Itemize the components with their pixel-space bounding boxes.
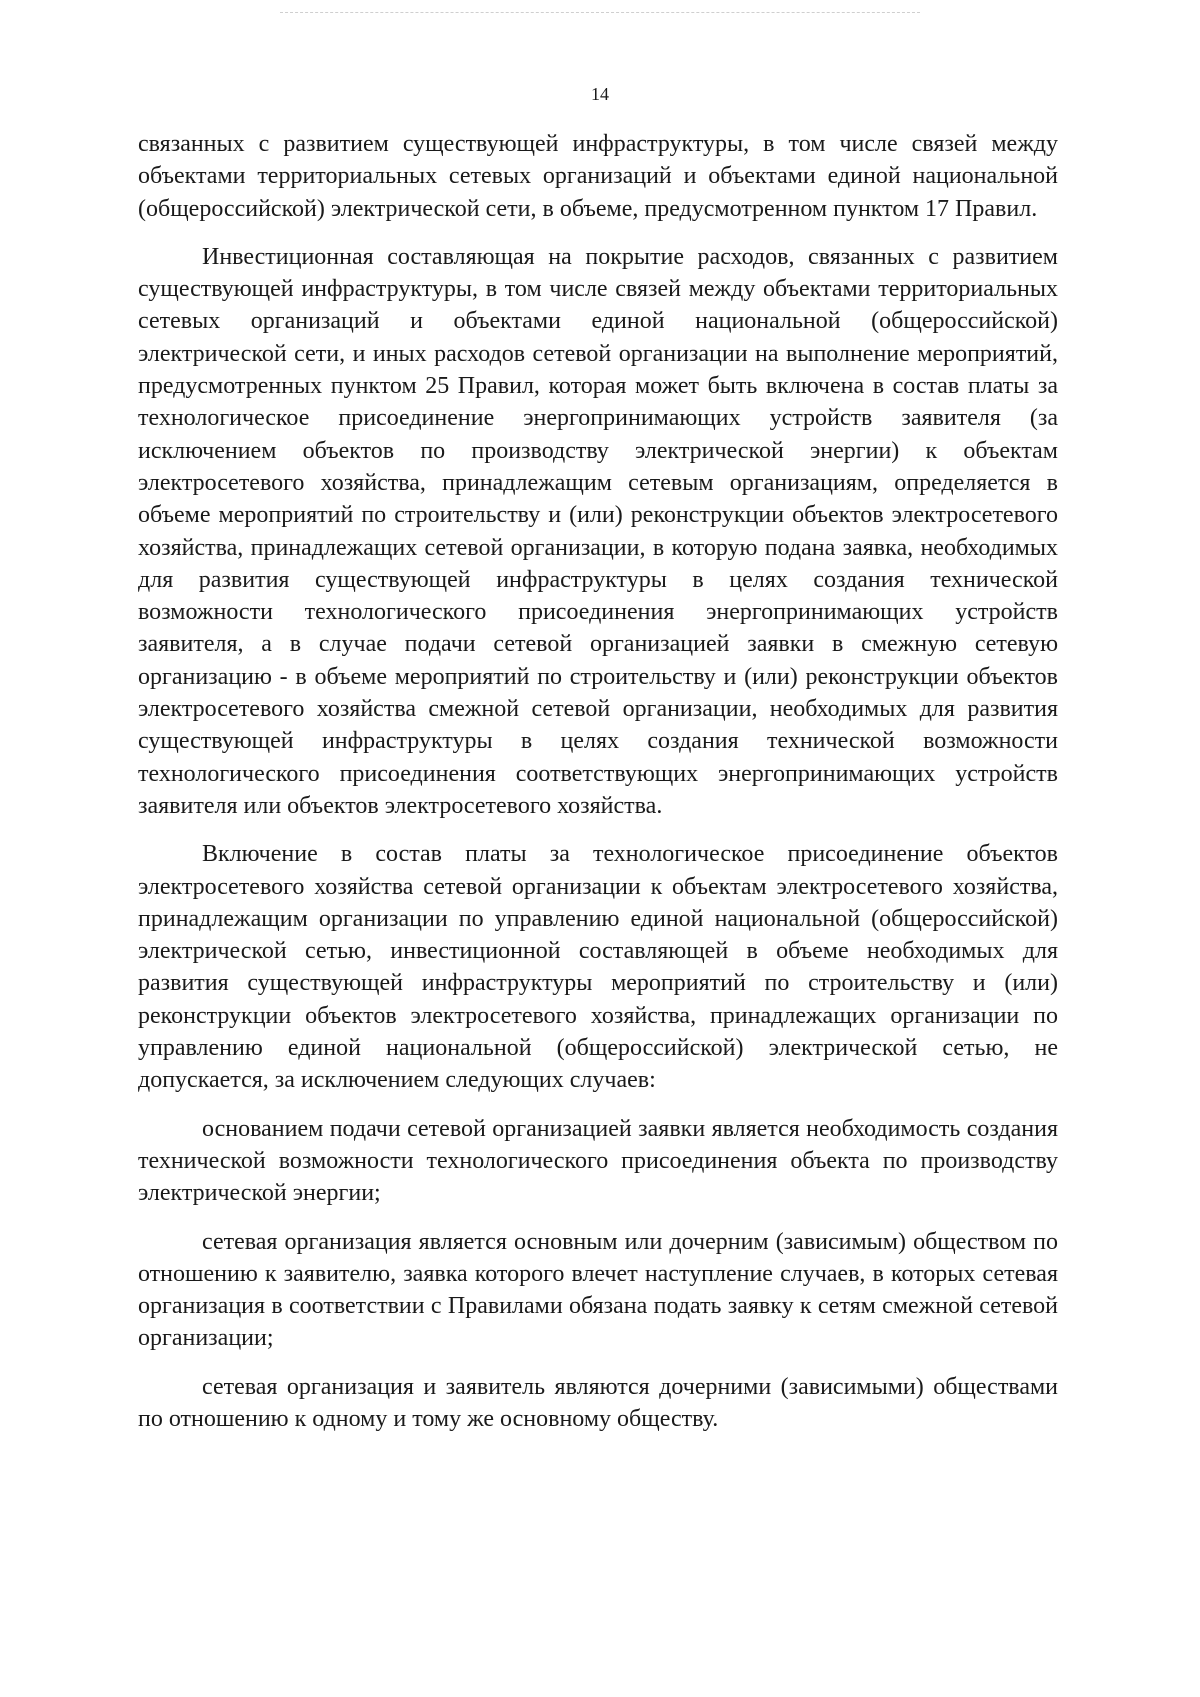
paragraph-inclusion-restriction: Включение в состав платы за технологическое присоединение объектов электросетевого хозяйства сетевой организации к объектам электросетевого хозяйства, принадлежащим организации по управлению единой национальной (общероссийской) электрической сетью, инвестиционной составляющей в объеме необходимых для развития существующей инфраструктуры мероприятий по строительству и (или) реконструкции объектов электросетевого хозяйства, принадлежащих организации по управлению единой национальной (общероссийской) электрической сетью, не допускается, за исключением следующих случаев:: [138, 841, 1058, 1094]
paragraph-continuation: связанных с развитием существующей инфраструктуры, в том числе связей между объектами территориальных сетевых организаций и объектами единой национальной (общероссийской) электрической сети, в объеме, предусмотренном пунктом 17 Правил.: [138, 131, 1058, 222]
paragraph-exception-3: сетевая организация и заявитель являются дочерними (зависимыми) обществами по отношению к одному и тому же основному обществу.: [138, 1373, 1058, 1432]
paragraph-investment-component: Инвестиционная составляющая на покрытие расходов, связанных с развитием существующей инфраструктуры, в том числе связей между объектами территориальных сетевых организаций и объектами единой национальной (общероссийской) электрической сети, и иных расходов сетевой организации на выполнение мероприятий, предусмотренных пунктом 25 Правил, которая может быть включена в состав платы за технологическое присоединение энергопринимающих устройств заявителя (за исключением объектов по производству электрической энергии) к объектам электросетевого хозяйства, принадлежащим сетевым организациям, определяется в объеме мероприятий по строительству и (или) реконструкции объектов электросетевого хозяйства, принадлежащих сетевой организации, в которую подана заявка, необходимых для развития существующей инфраструктуры в целях создания технической возможности технологического присоединения энергопринимающих устройств заявителя, а в случае подачи сетевой организацией заявки в смежную сетевую организацию - в объеме мероприятий по строительству и (или) реконструкции объектов электросетевого хозяйства смежной сетевой организации, необходимых для развития существующей инфраструктуры в целях создания технической возможности технологического присоединения соответствующих энергопринимающих устройств заявителя или объектов электросетевого хозяйства.: [138, 243, 1058, 819]
paragraph-exception-2: сетевая организация является основным или дочерним (зависимым) обществом по отношению к заявителю, заявка которого влечет наступление случаев, в которых сетевая организация в соответствии с Правилами обязана подать заявку к сетям смежной сетевой организации;: [138, 1228, 1058, 1352]
document-body: [138, 128, 1058, 1451]
paragraph-exception-1: основанием подачи сетевой организацией заявки является необходимость создания технической возможности технологического присоединения объекта по производству электрической энергии;: [138, 1115, 1058, 1207]
page-number: 14: [591, 84, 609, 104]
scan-edge-artifact: [280, 12, 920, 13]
